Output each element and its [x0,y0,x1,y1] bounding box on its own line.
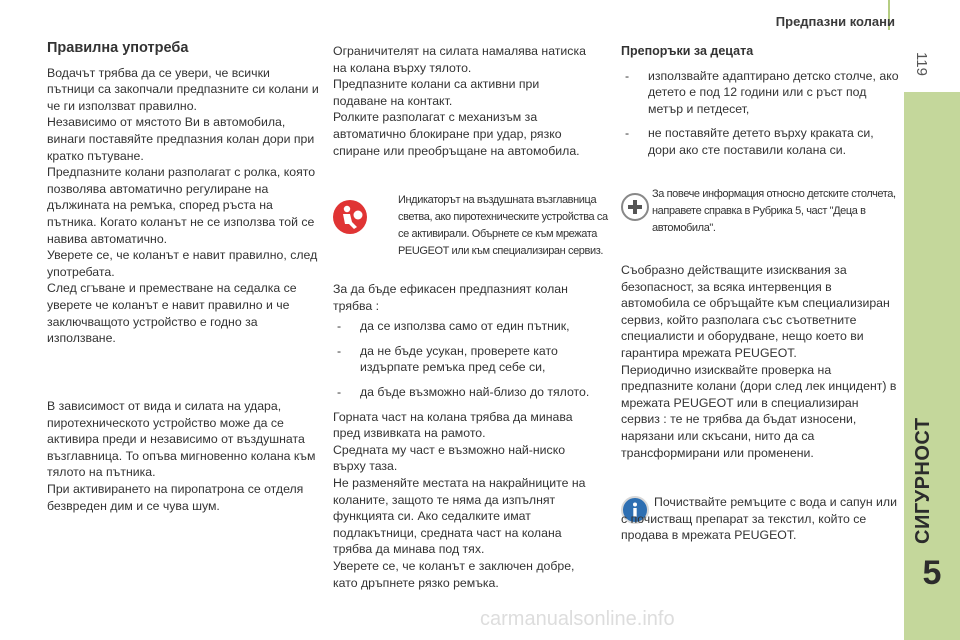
list-item: - да не бъде усукан, проверете като издърпате ремъка пред себе си, [337,343,558,375]
column-2-lower [333,281,598,591]
paragraph: При активирането на пиропатрона се отделя безвреден дим и се чува шум. [47,481,304,513]
running-header-title: Предпазни колани [775,14,895,29]
paragraph: Независимо от мястото Ви в автомобила, винаги поставяйте предпазния колан дори при кратко пътуване. [47,115,315,163]
paragraph: Предпазните колани разполагат с ролка, която позволява автоматично регулиране на дължината на ремъка, според ръста на пътника. Когато коланът не се използва той се навива автоматично. [47,165,316,246]
paragraph: Уверете се, че коланът е заключен добре, като дръпнете рязко ремъка. [333,558,575,590]
paragraph: Уверете се, че коланът е навит правилно, след употребата. [47,248,318,279]
cleaning-info [621,494,899,544]
list-item: - да бъде възможно най-близо до тялото. [337,384,590,399]
paragraph: Предпазните колани са активни при подаване на контакт. [333,77,540,108]
paragraph: Съобразно действащите изисквания за безопасност, за всяка интервенция в автомобила се обръщайте към специализиран сервиз, който разполага със съответните специалисти и оборудване, нещо което ви гарантира мрежата PEUGEOT. [621,263,890,360]
column-1-lower [47,398,319,514]
info-text: Почиствайте ремъците с вода и сапун или с почистващ препарат за текстил, който се продава в мрежата PEUGEOT. [621,495,897,543]
section-heading: Правилна употреба [47,40,189,56]
watermark: carmanualsonline.info [480,608,675,630]
chapter-number: 5 [922,554,942,592]
column-1 [47,40,319,347]
column-3 [621,43,899,159]
paragraph: В зависимост от вида и силата на удара, пиротехническото устройство може да се активира преди и независимо от въздушната възглавница. То опъва мигновенно колана към тялото на пътника. [47,399,316,480]
chapter-tab [904,92,960,640]
section-heading: Препоръки за децата [621,44,754,58]
list-item: - използвайте адаптирано детско столче, ако детето е под 12 години или с ръст под метър и петдесет, [625,68,899,116]
paragraph: Не разменяйте местата на накрайниците на коланите, защото те няма да изпълнят функцията си. Ако седалките имат подлакътници, средната част на колана трябва да минава под тях. [333,475,586,557]
paragraph: След сгъване и преместване на седалка се уверете че коланът е навит правилно и че заключващото устройство е годно за използване. [47,281,297,346]
paragraph: Горната част на колана трябва да минава пред извивката на рамото. [333,409,573,441]
column-2 [333,43,595,159]
column-3-middle [621,262,899,461]
list-item: - не поставяйте детето върху краката си, дори ако сте поставили колана си. [625,126,874,157]
child-seat-note: За повече информация относно детските столчета, направете справка в Рубрика 5, част "Деца в автомобила". [652,188,896,234]
paragraph: За да бъде ефикасен предпазният колан трябва : [333,282,568,313]
paragraph: Ролките разполагат с механизъм за автоматично блокиране при удар, рязко спиране или преобръщане на автомобила. [333,110,580,158]
list-item: - да се използва само от един пътник, [337,319,570,334]
paragraph: Средната му част е възможно най-ниско върху таза. [333,442,566,474]
airbag-warning-icon [333,200,367,234]
paragraph: Ограничителят на силата намалява натиска на колана върху тялото. [333,44,586,75]
airbag-note: Индикаторът на въздушната възглавница светва, ако пиротехническите устройства са се активирали. Обърнете се към мрежата PEUGEOT или към специализиран сервиз. [398,194,608,257]
page-number: 119 [913,52,930,76]
paragraph: Периодично изисквайте проверка на предпазните колани (дори след лек инцидент) в мрежата PEUGEOT или в специализиран сервиз : те не трябва да бъдат износени, нарязани или скъсани, нито да са трансформирани или променени. [621,362,897,460]
plus-icon [621,193,649,221]
paragraph: Водачът трябва да се увери, че всички пътници са закопчали предпазните си колани и че ги използват правилно. [47,65,319,113]
chapter-title: СИГУРНОСТ [912,417,934,544]
